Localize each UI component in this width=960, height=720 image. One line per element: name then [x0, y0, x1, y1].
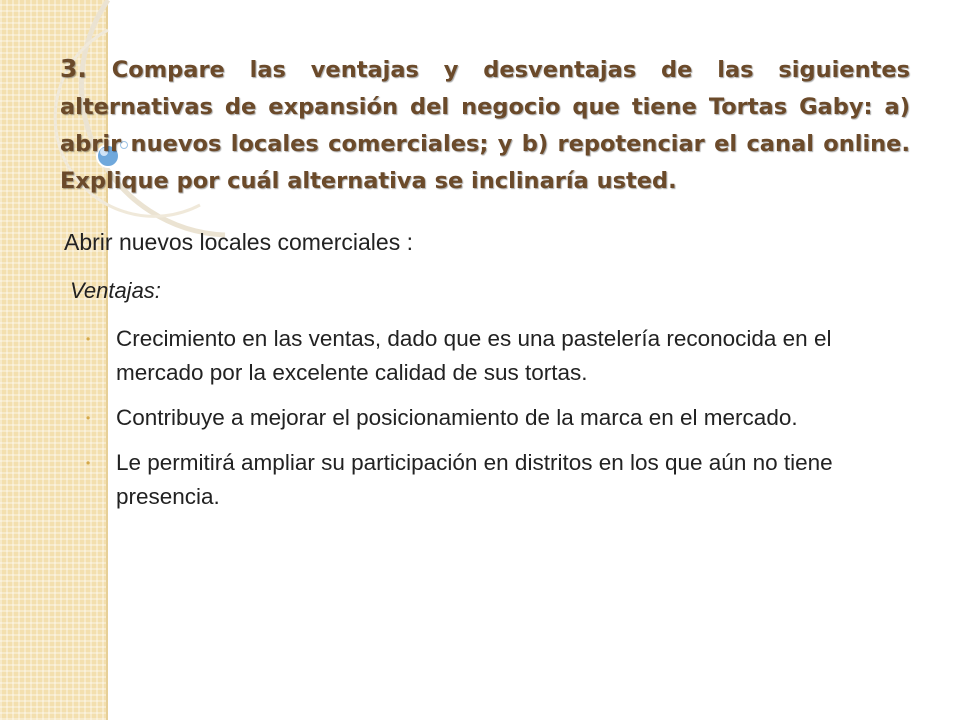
list-item	[86, 322, 886, 390]
advantages-label: Ventajas:	[70, 278, 161, 303]
section-heading: Abrir nuevos locales comerciales :	[64, 229, 413, 255]
bullet-icon: •	[86, 411, 91, 425]
list-item	[86, 401, 886, 435]
title-text: Compare las ventajas y desventajas de las siguientes alternativas de expansión del negocio que tiene Tortas Gaby: a) abrir nuevos locales comerciales; y b) repotenciar el canal online. Explique por cuál alternativa se inclinaría usted.	[60, 57, 910, 194]
bullet-icon: •	[86, 332, 91, 346]
list-item-text: Contribuye a mejorar el posicionamiento de la marca en el mercado.	[116, 405, 798, 430]
bullet-icon: •	[86, 456, 91, 470]
list-item	[86, 446, 886, 514]
slide-title	[60, 50, 910, 200]
title-number: 3.	[60, 54, 87, 83]
list-item-text: Le permitirá ampliar su participación en distritos en los que aún no tiene presencia.	[116, 450, 833, 509]
list-item-text: Crecimiento en las ventas, dado que es una pastelería reconocida en el mercado por la excelente calidad de sus tortas.	[116, 326, 832, 385]
advantages-list	[86, 322, 886, 525]
